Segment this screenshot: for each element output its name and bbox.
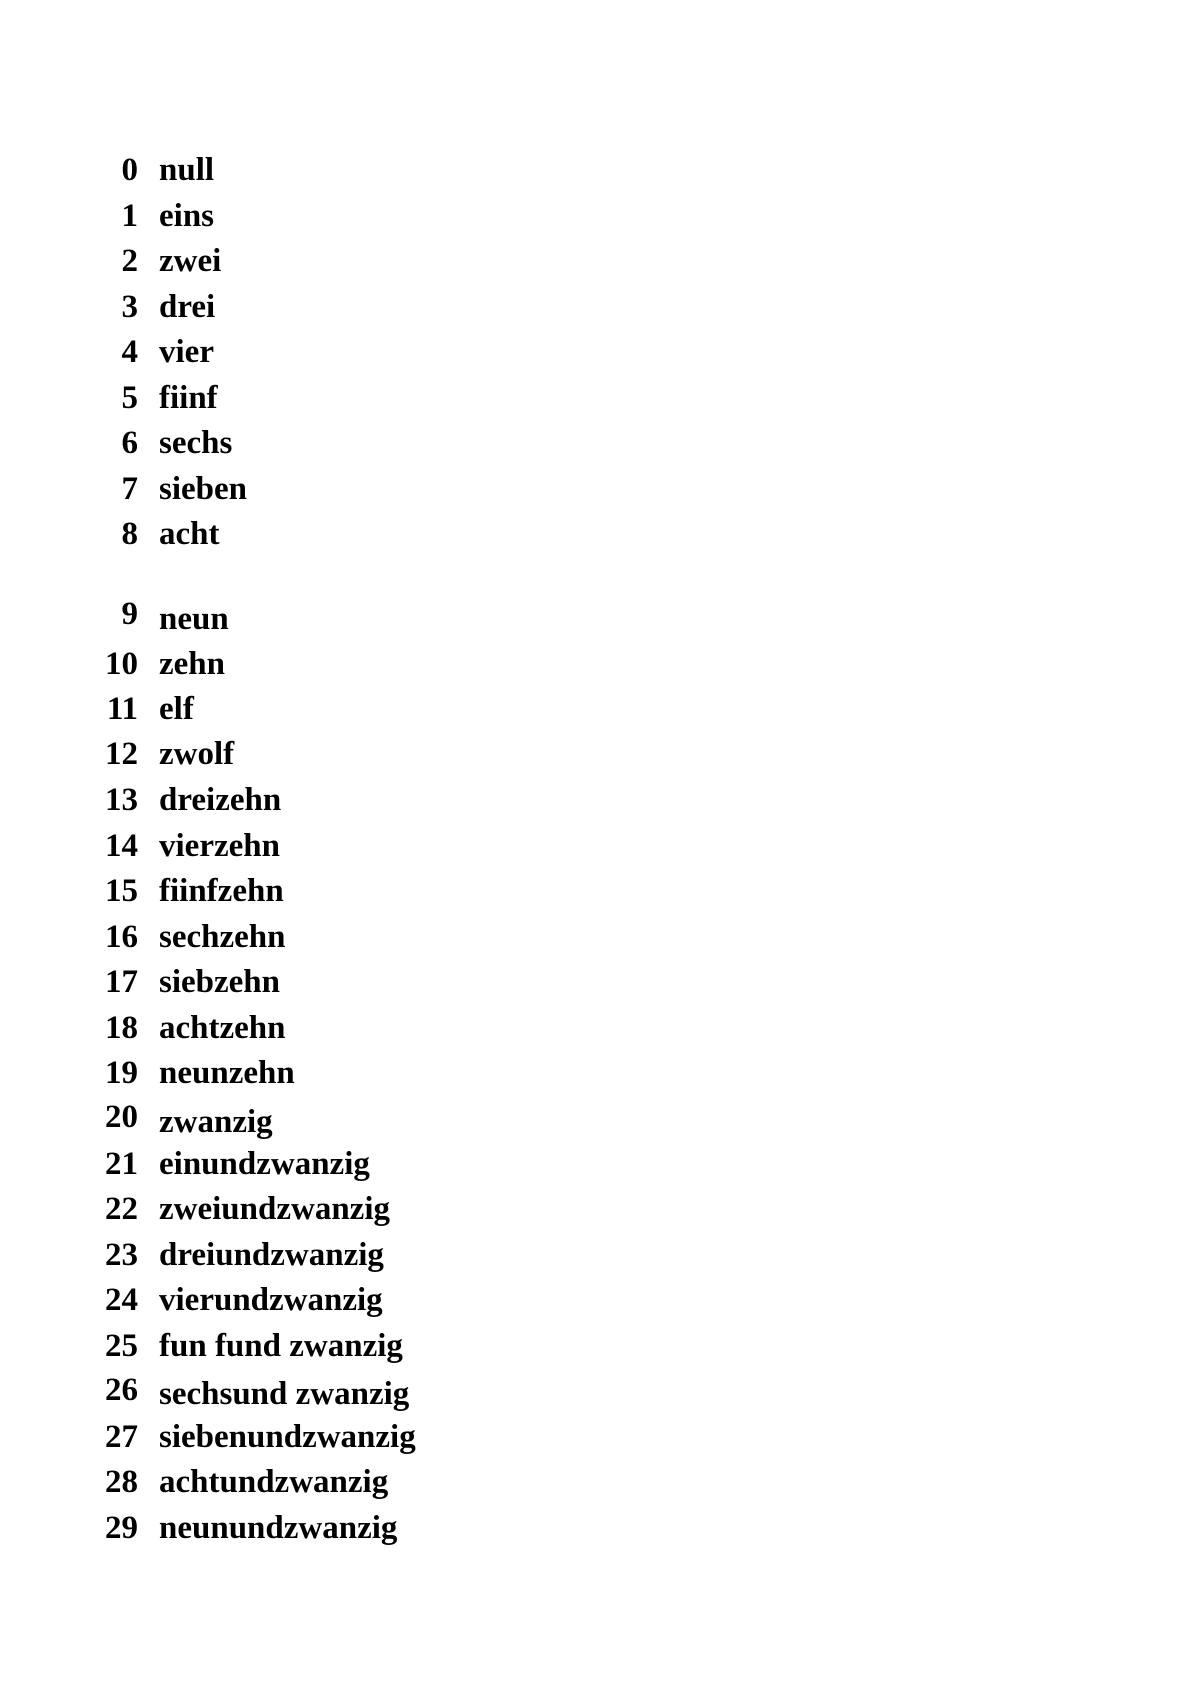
number-word: achtundzwanzig — [159, 1464, 389, 1500]
number-row-6 — [0, 423, 600, 463]
number-word: drei — [159, 289, 216, 325]
numeral: 21 — [105, 1146, 138, 1182]
number-word: fiinf — [159, 380, 218, 416]
numeral: 1 — [121, 198, 138, 234]
numeral: 26 — [105, 1372, 138, 1408]
numeral: 27 — [105, 1419, 138, 1455]
number-row-22 — [0, 1189, 600, 1229]
numeral: 8 — [121, 516, 138, 552]
number-row-19 — [0, 1053, 600, 1093]
numeral: 5 — [121, 380, 138, 416]
numeral: 15 — [105, 873, 138, 909]
number-row-2 — [0, 241, 600, 281]
number-word: sechsund zwanzig — [159, 1376, 410, 1412]
numeral: 29 — [105, 1510, 138, 1546]
number-word: zwolf — [159, 736, 235, 772]
number-word: sechs — [159, 425, 233, 461]
number-row-12 — [0, 734, 600, 774]
number-row-4 — [0, 332, 600, 372]
number-word: vierzehn — [159, 828, 280, 864]
numeral: 2 — [121, 243, 138, 279]
number-row-26 — [0, 1374, 600, 1414]
number-word: vier — [159, 334, 214, 370]
number-row-27 — [0, 1417, 600, 1457]
number-word: zwei — [159, 243, 222, 279]
numeral: 0 — [121, 152, 138, 188]
number-row-14 — [0, 826, 600, 866]
number-row-9 — [0, 596, 600, 639]
numeral: 9 — [121, 596, 138, 632]
numeral: 11 — [106, 691, 138, 727]
number-word: sieben — [159, 471, 248, 507]
number-word: sechzehn — [159, 919, 286, 955]
number-row-10 — [0, 644, 600, 684]
number-row-3 — [0, 287, 600, 327]
number-word: zweiundzwanzig — [159, 1191, 390, 1227]
number-row-18 — [0, 1008, 600, 1048]
number-word: fiinfzehn — [159, 873, 284, 909]
numeral: 19 — [105, 1055, 138, 1091]
numeral: 14 — [105, 828, 138, 864]
number-row-29 — [0, 1508, 600, 1548]
numeral: 28 — [105, 1464, 138, 1500]
number-row-21 — [0, 1144, 600, 1184]
number-word: zwanzig — [159, 1104, 273, 1140]
number-row-5 — [0, 378, 600, 418]
numeral: 3 — [121, 289, 138, 325]
number-word: eins — [159, 198, 215, 234]
numeral: 10 — [105, 646, 138, 682]
number-word: dreiundzwanzig — [159, 1237, 384, 1273]
number-word: einundzwanzig — [159, 1146, 370, 1182]
number-row-16 — [0, 917, 600, 957]
numeral: 12 — [105, 736, 138, 772]
numeral: 4 — [121, 334, 138, 370]
number-word: vierundzwanzig — [159, 1282, 383, 1318]
numeral: 6 — [121, 425, 138, 461]
number-row-1 — [0, 196, 600, 236]
numeral: 7 — [121, 471, 138, 507]
number-word: neunundzwanzig — [159, 1510, 398, 1546]
numeral: 20 — [105, 1099, 138, 1135]
numeral: 22 — [105, 1191, 138, 1227]
number-row-23 — [0, 1235, 600, 1275]
number-row-7 — [0, 469, 600, 509]
number-row-28 — [0, 1462, 600, 1502]
number-row-20 — [0, 1099, 600, 1142]
number-row-0 — [0, 150, 600, 190]
number-row-24 — [0, 1280, 600, 1320]
number-word: null — [159, 152, 215, 188]
number-word: fun fund zwanzig — [159, 1328, 403, 1364]
number-word: elf — [159, 691, 194, 727]
numeral: 24 — [105, 1282, 138, 1318]
numeral: 13 — [105, 782, 138, 818]
number-row-8 — [0, 514, 600, 554]
number-word: dreizehn — [159, 782, 282, 818]
number-word: zehn — [159, 646, 225, 682]
number-row-11 — [0, 689, 600, 729]
numeral: 25 — [105, 1328, 138, 1364]
number-word: siebenundzwanzig — [159, 1419, 416, 1455]
number-row-13 — [0, 780, 600, 820]
number-word: acht — [159, 516, 220, 552]
numeral: 23 — [105, 1237, 138, 1273]
number-word: siebzehn — [159, 964, 281, 1000]
number-row-17 — [0, 962, 600, 1002]
numeral: 17 — [105, 964, 138, 1000]
numeral: 18 — [105, 1010, 138, 1046]
number-word: neunzehn — [159, 1055, 295, 1091]
number-word: achtzehn — [159, 1010, 286, 1046]
number-word: neun — [159, 601, 229, 637]
numeral: 16 — [105, 919, 138, 955]
number-row-25 — [0, 1326, 600, 1366]
number-row-15 — [0, 871, 600, 911]
